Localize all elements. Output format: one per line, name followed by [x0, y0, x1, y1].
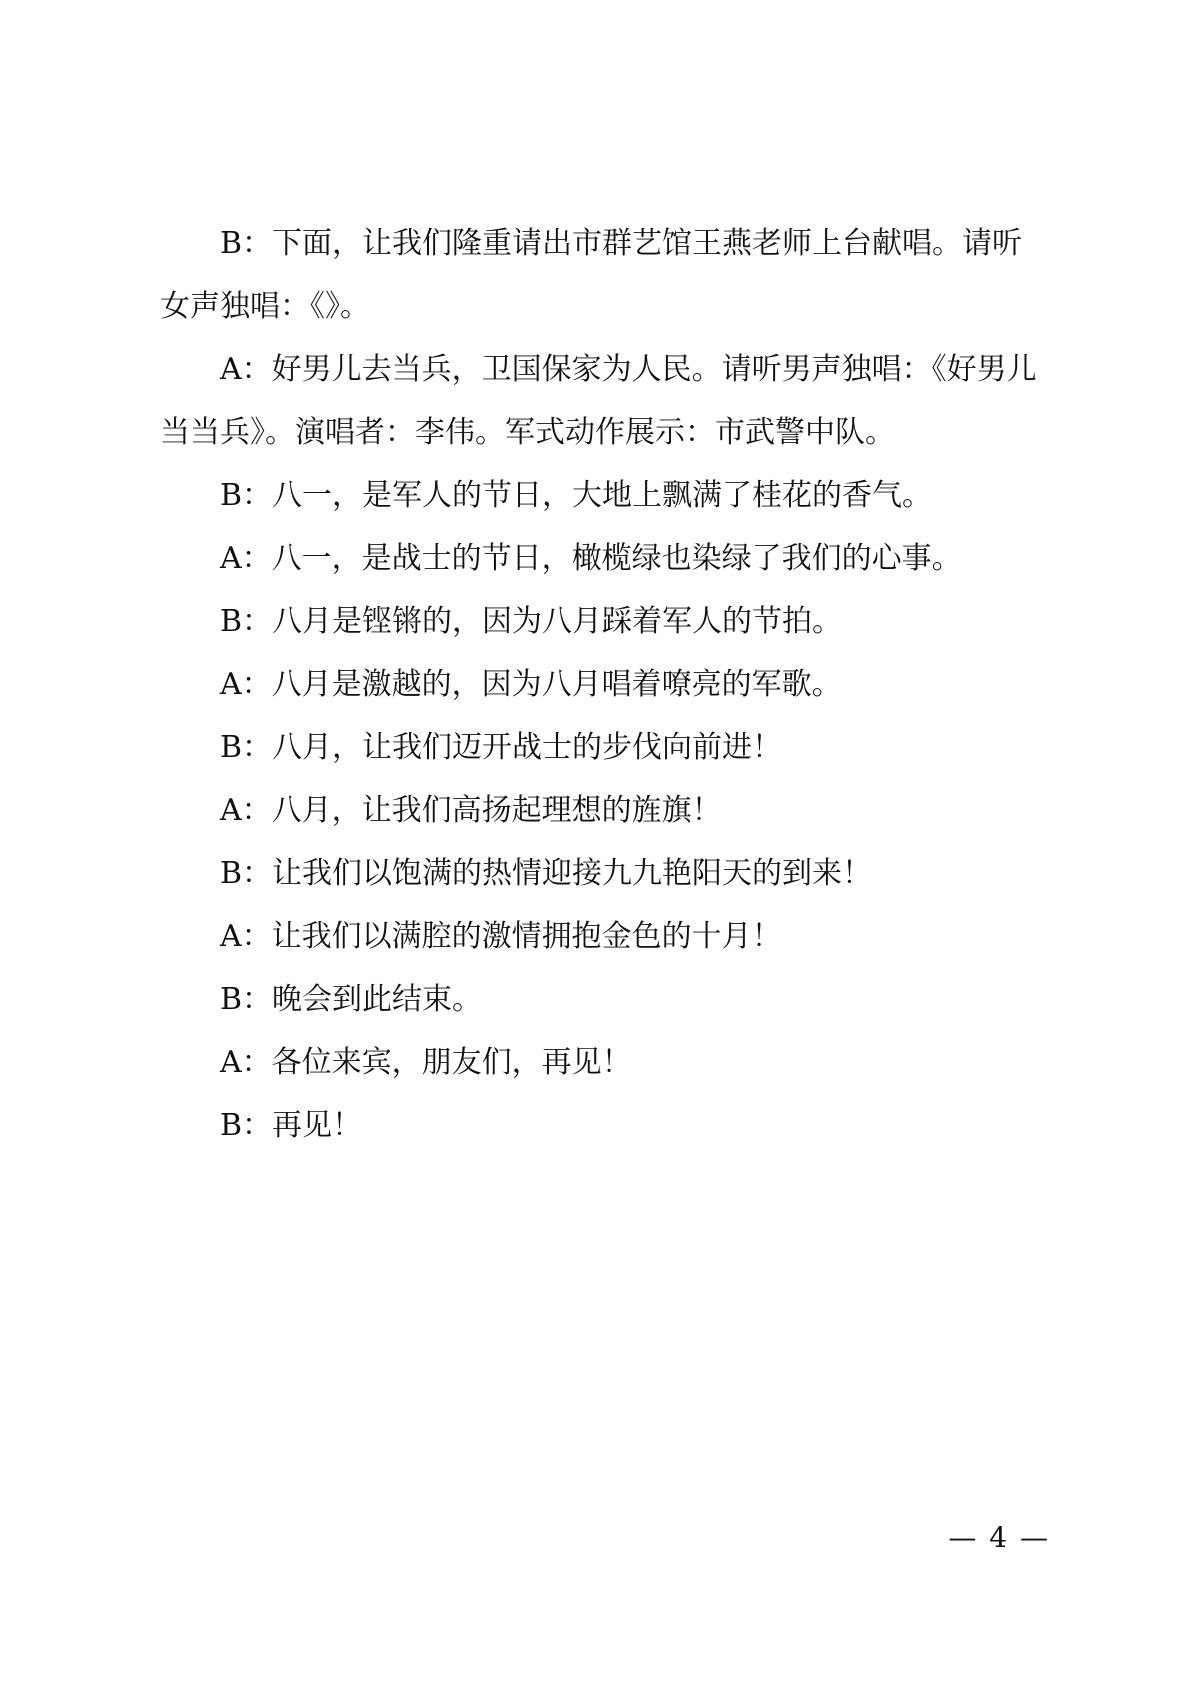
- paragraph: A：八月，让我们高扬起理想的旌旗！: [220, 793, 722, 828]
- paragraph: B：八月是铿锵的，因为八月踩着军人的节拍。: [220, 604, 843, 639]
- paragraph: B：让我们以饱满的热情迎接九九艳阳天的到来！: [220, 856, 873, 891]
- paragraph: B：下面，让我们隆重请出市群艺馆王燕老师上台献唱。请听女声独唱：《》。: [160, 226, 1023, 324]
- paragraph: B：八一，是军人的节日，大地上飘满了桂花的香气。: [220, 478, 933, 513]
- paragraph: B：再见！: [220, 1108, 363, 1143]
- page-number: — 4 —: [948, 1521, 1050, 1554]
- paragraph: A：八一，是战士的节日，橄榄绿也染绿了我们的心事。: [220, 541, 962, 576]
- paragraph: A：各位来宾，朋友们，再见！: [220, 1045, 632, 1080]
- paragraph: A：八月是激越的，因为八月唱着嘹亮的军歌。: [220, 667, 842, 702]
- paragraph: B：晚会到此结束。: [220, 982, 483, 1017]
- paragraph: B：八月，让我们迈开战士的步伐向前进！: [220, 730, 783, 765]
- paragraph: A：好男儿去当兵，卫国保家为人民。请听男声独唱：《好男儿当当兵》。演唱者：李伟。军式动作展示：市武警中队。: [160, 352, 1037, 450]
- paragraph: A：让我们以满腔的激情拥抱金色的十月！: [220, 919, 782, 954]
- document-body: [160, 212, 1050, 1157]
